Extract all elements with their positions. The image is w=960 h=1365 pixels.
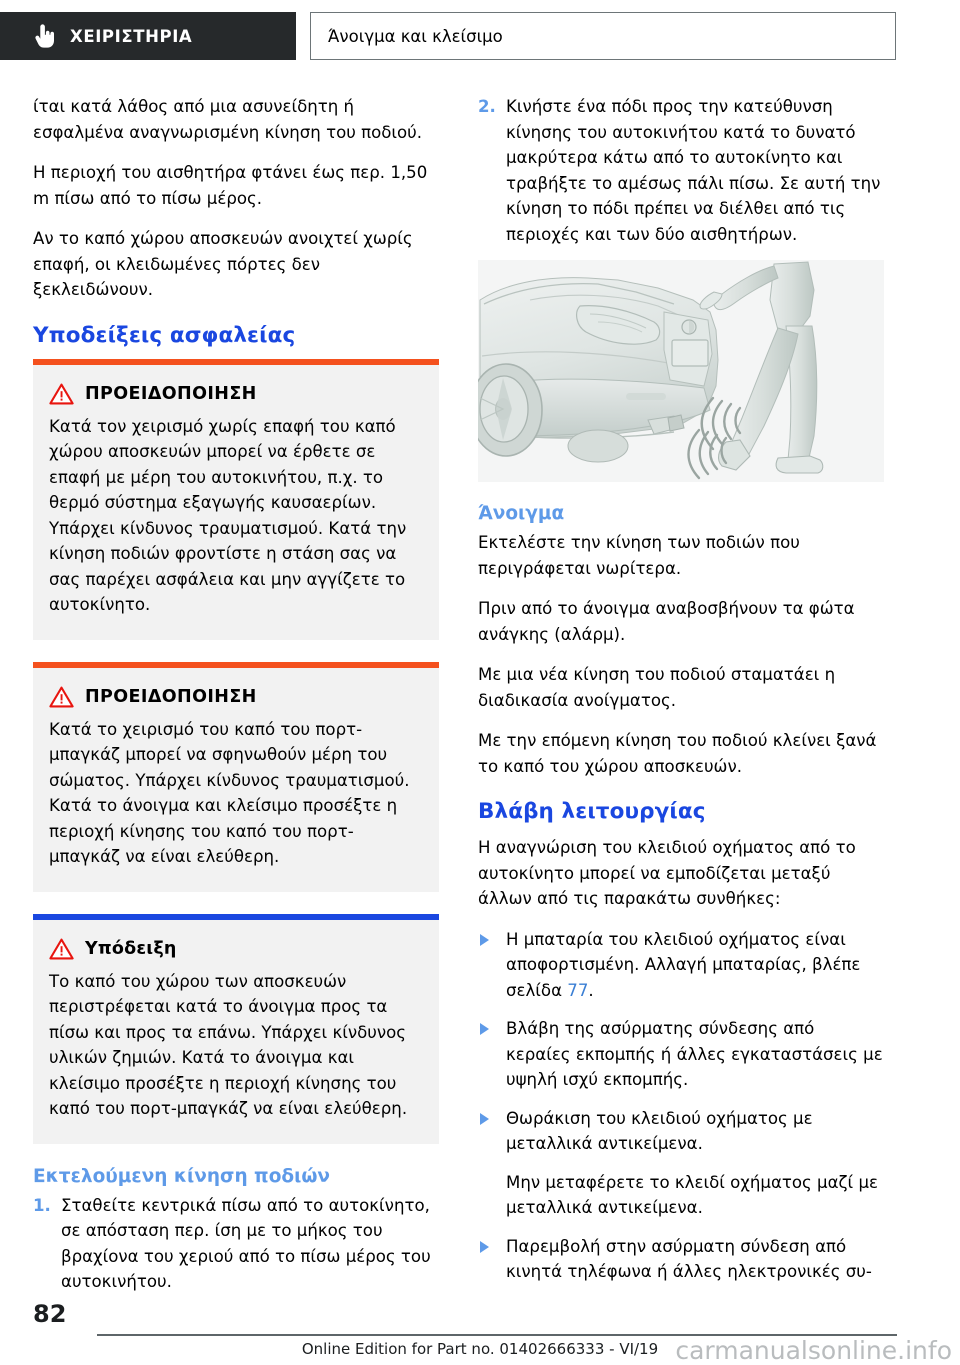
foot-motion-steps xyxy=(33,1193,439,1295)
page-header xyxy=(0,12,960,60)
hand-pointing-icon xyxy=(34,23,56,49)
step-item xyxy=(478,94,884,247)
arrow-bullet-icon xyxy=(480,1113,489,1125)
opening-paragraph-4: Με την επόμενη κίνηση του ποδιού κλείνει ξανά το καπό του χώρου αποσκευών. xyxy=(478,731,877,776)
notice-header xyxy=(49,686,423,708)
warning-triangle-icon xyxy=(49,938,74,960)
arrow-bullet-icon xyxy=(480,1023,489,1035)
rear-bumper-kick-sensor-illustration xyxy=(478,260,884,482)
warning-notice-2 xyxy=(33,662,439,892)
opening-paragraph-2: Πριν από το άνοιγμα αναβοσβήνουν τα φώτα ανάγκης (αλάρμ). xyxy=(478,599,855,644)
warning-triangle-icon xyxy=(49,686,74,708)
step-number: 2. xyxy=(478,97,496,116)
malfunction-intro: Η αναγνώριση του κλειδιού οχήματος από το αυτοκίνητο μπορεί να εμποδίζεται μεταξύ άλλων από τις παρακάτω συνθήκες: xyxy=(478,838,856,908)
list-item xyxy=(478,1234,884,1285)
right-column xyxy=(478,94,884,1298)
footmotion-heading: Εκτελούμενη κίνηση ποδιών xyxy=(33,1165,331,1187)
opening-paragraph-3: Με μια νέα κίνηση του ποδιού σταματάει η διαδικασία ανοίγματος. xyxy=(478,665,836,710)
notice-body: Το καπό του χώρου των αποσκευών περιστρέφεται κατά το άνοιγμα προς τα πίσω και προς τα επάνω. Υπάρχει κίνδυνος υλικών ζημιών. Κατά το άνοιγμα και κλείσιμο προσέξτε η περιοχή κίνησης του καπό του πορτ-μπαγκάζ να είναι ελεύθερη. xyxy=(49,971,408,1118)
chapter-title: ΧΕΙΡΙΣΤΗΡΙΑ xyxy=(70,26,193,46)
malfunction-heading: Βλάβη λειτουργίας xyxy=(478,799,706,824)
page-reference-link[interactable]: 77 xyxy=(567,980,589,1000)
safety-heading: Υποδείξεις ασφαλείας xyxy=(33,322,296,348)
list-item xyxy=(478,1106,884,1221)
section-tab[interactable] xyxy=(310,12,896,60)
notice-body: Κατά το χειρισμό του καπό του πορτ-μπαγκάζ μπορεί να σφηνωθούν μέρη του σώματος. Υπάρχει κίνδυνος τραυματισμού. Κατά το άνοιγμα και κλείσιμο προσέξτε η περιοχή κίνησης του καπό του πορτ-μπαγκάζ να είναι ελεύθερη. xyxy=(49,719,410,866)
intro-paragraph-2: Η περιοχή του αισθητήρα φτάνει έως περ. 1,50 m πίσω από το πίσω μέρος. xyxy=(33,163,428,208)
arrow-bullet-icon xyxy=(480,1241,489,1253)
page-footer xyxy=(0,1300,960,1365)
notice-header xyxy=(49,938,423,960)
footer-edition-text: Online Edition for Part no. 01402666333 - VI/19 xyxy=(301,1340,659,1358)
page-number: 82 xyxy=(33,1300,67,1328)
step-text: Σταθείτε κεντρικά πίσω από το αυτοκίνητο, σε απόσταση περ. ίση με το μήκος του βραχίονα του χεριού από το πίσω μέρος του αυτοκινήτου. xyxy=(61,1195,431,1291)
bullet-text-after: . xyxy=(588,980,594,1000)
bullet-text: Η μπαταρία του κλειδιού οχήματος είναι αποφορτισμένη. Αλλαγή μπαταρίας, βλέπε σελίδα xyxy=(506,929,861,1000)
step-text: Κινήστε ένα πόδι προς την κατεύθυνση κίνησης του αυτοκινήτου κατά το δυνατό μακρύτερα κάτω από το αυτοκίνητο και τραβήξτε το αμέσως πάλι πίσω. Σε αυτή την κίνηση το πόδι πρέπει να διέλθει από τις περιοχές και των δύο αισθητήρων. xyxy=(506,97,881,244)
note-notice-1 xyxy=(33,914,439,1144)
notice-title: ΠΡΟΕΙΔΟΠΟΙΗΣΗ xyxy=(85,383,257,404)
notice-header xyxy=(49,383,423,405)
intro-paragraph-3: Αν το καπό χώρου αποσκευών ανοιχτεί χωρίς επαφή, οι κλειδωμένες πόρτες δεν ξεκλειδώνουν. xyxy=(33,229,413,299)
foot-motion-steps-continued xyxy=(478,94,884,247)
list-item xyxy=(478,1016,884,1093)
opening-paragraph-1: Εκτελέστε την κίνηση των ποδιών που περιγράφεται νωρίτερα. xyxy=(478,533,800,578)
bullet-text: Βλάβη της ασύρματης σύνδεσης από κεραίες εκπομπής ή άλλες εγκαταστάσεις με υψηλή ισχύ εκπομπής. xyxy=(506,1019,883,1089)
notice-title: Υπόδειξη xyxy=(85,938,177,959)
watermark-text: carmanualsonline.info xyxy=(675,1336,952,1365)
arrow-bullet-icon xyxy=(480,934,489,946)
step-item xyxy=(33,1193,439,1295)
notice-body: Κατά τον χειρισμό χωρίς επαφή του καπό χώρου αποσκευών μπορεί να έρθετε σε επαφή με μέρη του αυτοκινήτου, π.χ. το θερμό σύστημα εξαγωγής καυσαερίων. Υπάρχει κίνδυνος τραυματισμού. Κατά την κίνηση ποδιών φροντίστε η στάση σας να σας παρέχει ασφάλεια και μην αγγίζετε το αυτοκίνητο. xyxy=(49,416,407,614)
chapter-tab[interactable] xyxy=(0,12,296,60)
warning-notice-1 xyxy=(33,359,439,640)
bullet-text: Θωράκιση του κλειδιού οχήματος με μεταλλικά αντικείμενα. xyxy=(506,1108,813,1153)
malfunction-bullet-list xyxy=(478,927,884,1285)
step-number: 1. xyxy=(33,1195,51,1215)
left-column xyxy=(33,94,439,1308)
section-title: Άνοιγμα και κλείσιμο xyxy=(328,26,503,46)
bullet-text: Παρεμβολή στην ασύρματη σύνδεση από κινητά τηλέφωνα ή άλλες ηλεκτρονικές συ- xyxy=(506,1236,872,1281)
notice-title: ΠΡΟΕΙΔΟΠΟΙΗΣΗ xyxy=(85,686,257,707)
warning-triangle-icon xyxy=(49,383,74,405)
intro-paragraph-1: ίται κατά λάθος από μια ασυνείδητη ή εσφαλμένα αναγνωρισμένη κίνηση του ποδιού. xyxy=(33,97,423,142)
bullet-sub-paragraph: Μην μεταφέρετε το κλειδί οχήματος μαζί με μεταλλικά αντικείμενα. xyxy=(506,1172,878,1217)
opening-heading: Άνοιγμα xyxy=(478,503,565,524)
list-item xyxy=(478,927,884,1004)
illustration-graphic xyxy=(478,260,884,482)
